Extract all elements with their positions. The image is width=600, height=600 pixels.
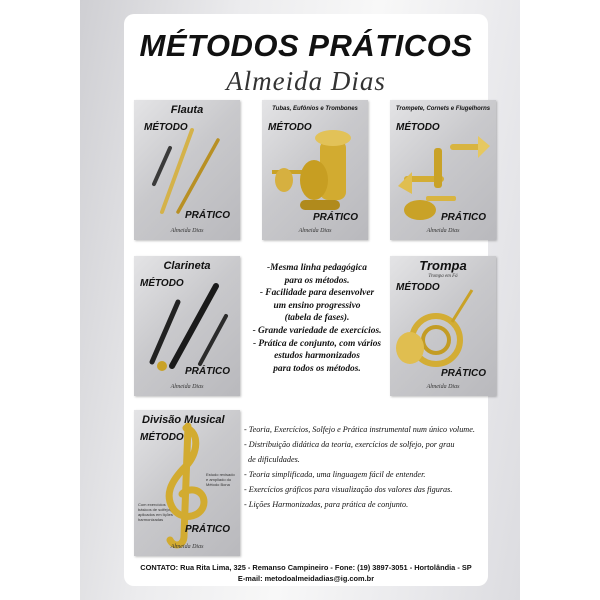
book-note-left: Com exercícios básicos de solfejo, aplicados em lições harmonizadas (138, 502, 173, 522)
pratico-label: PRÁTICO (185, 366, 230, 377)
metodo-label: MÉTODO (140, 432, 184, 443)
metodo-label: MÉTODO (396, 122, 440, 133)
feature-line: -Mesma linha pedagógica (267, 263, 367, 273)
feature-line: um ensino progressivo (273, 300, 361, 311)
book-divisao-musical (134, 410, 240, 556)
author-label: Almeida Dias (170, 228, 204, 234)
feature-line: - Facilidade para desenvolver (259, 288, 375, 299)
author-label: Almeida Dias (170, 544, 204, 550)
book-title: Trompa (419, 258, 467, 273)
book-title: Flauta (170, 104, 204, 116)
book-tubas (262, 100, 368, 240)
details-list (244, 422, 488, 513)
metodo-label: MÉTODO (144, 122, 188, 133)
detail-line: - Teoria, Exercícios, Solfejo e Prática instrumental num único volume. (244, 425, 475, 434)
book-trompete (390, 100, 496, 240)
author-label: Almeida Dias (298, 228, 332, 234)
feature-line: para os métodos. (284, 275, 350, 286)
contact-footer (124, 562, 488, 584)
feature-line: estudos harmonizados (274, 351, 360, 362)
feature-line: (tabela de fases). (284, 313, 350, 324)
pratico-label: PRÁTICO (185, 210, 230, 221)
author-label: Almeida Dias (426, 228, 460, 234)
pratico-label: PRÁTICO (441, 368, 486, 379)
pratico-label: PRÁTICO (313, 212, 358, 223)
contact-email: E-mail: metodoalmeidadias@ig.com.br (237, 574, 375, 583)
author-label: Almeida Dias (426, 384, 460, 390)
author-subtitle: Almeida Dias (226, 66, 386, 96)
detail-line: de dificuldades. (248, 455, 300, 465)
book-note: Trompa em Fá (428, 274, 458, 279)
book-title: Divisão Musical (142, 414, 225, 426)
features-list (248, 262, 386, 375)
detail-line: - Exercícios gráficos para visualização dos valores das figuras. (244, 485, 453, 495)
book-title: Tubas, Eufônios e Trombones (272, 106, 358, 112)
book-title: Clarineta (163, 260, 211, 272)
book-clarineta (134, 256, 240, 396)
book-trompa (390, 256, 496, 396)
detail-line: - Teoria simplificada, uma linguagem fácil de entender. (244, 470, 426, 480)
metodo-label: MÉTODO (268, 122, 312, 133)
book-flauta (134, 100, 240, 240)
feature-line: - Grande variedade de exercícios. (252, 325, 382, 336)
metodo-label: MÉTODO (396, 282, 440, 293)
metodo-label: MÉTODO (140, 278, 184, 289)
pratico-label: PRÁTICO (441, 212, 486, 223)
page-title: MÉTODOS PRÁTICOS (139, 28, 473, 63)
feature-line: - Prática de conjunto, com vários (252, 338, 382, 349)
author-label: Almeida Dias (170, 384, 204, 390)
feature-line: para todos os métodos. (273, 363, 361, 374)
pratico-label: PRÁTICO (185, 524, 230, 535)
book-note-right: Estudo revisado e ampliado do Método Bona (206, 472, 235, 487)
book-title: Trompete, Cornets e Flugelhorns (395, 106, 491, 112)
contact-address: CONTATO: Rua Rita Lima, 325 - Remanso Campineiro - Fone: (19) 3897-3051 - Hortolândia - SP (140, 563, 472, 572)
detail-line: - Lições Harmonizadas, para prática de conjunto. (244, 500, 409, 510)
detail-line: - Distribuição didática da teoria, exercícios de solfejo, por grau (244, 440, 455, 450)
